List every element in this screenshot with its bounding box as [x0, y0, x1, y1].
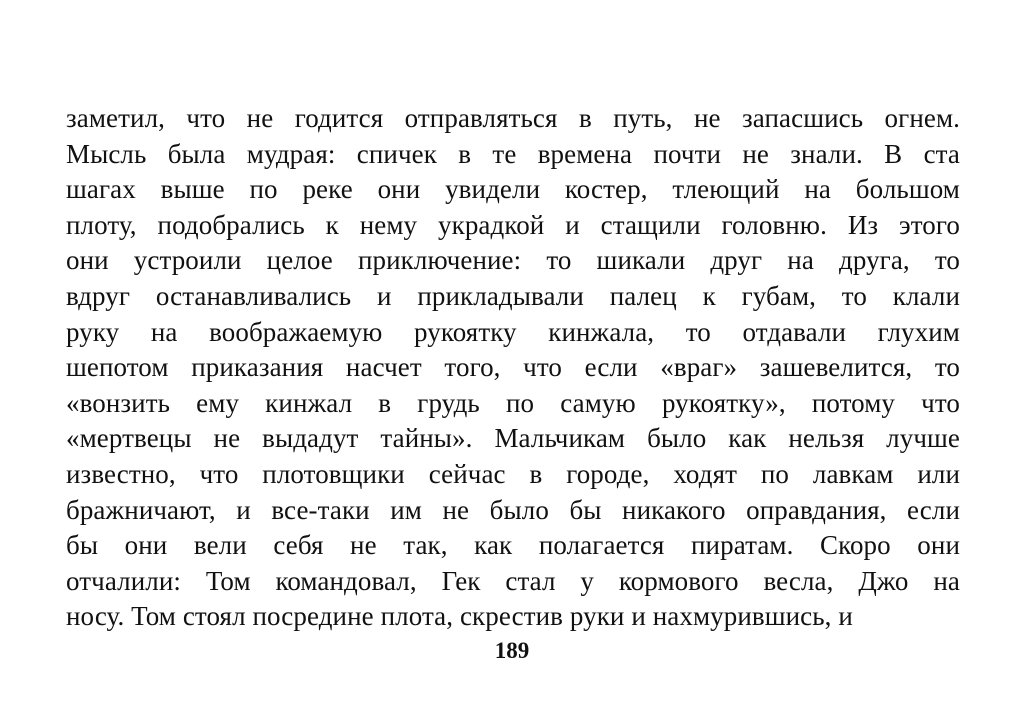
text-line: плоту, подобрались к нему украдкой и стащили головню. Из этого [66, 209, 960, 240]
text-line: «мертвецы не выдадут тайны». Мальчикам было как нельзя лучше [66, 423, 960, 454]
text-line: бы они вели себя не так, как полагается пиратам. Скоро они [66, 530, 960, 561]
text-line: носу. Том стоял посредине плота, скрестив руки и нахмурившись, и [66, 601, 853, 632]
text-line: заметил, что не годится отправляться в путь, не запасшись огнем. [66, 103, 960, 133]
page-number: 189 [494, 638, 530, 663]
text-line: отчалили: Том командовал, Гек стал у кормового весла, Джо на [66, 565, 960, 596]
body-text [66, 101, 960, 635]
text-line: известно, что плотовщики сейчас в городе, ходят по лавкам или [66, 458, 960, 489]
text-line: вдруг останавливались и прикладывали палец к губам, то клали [66, 280, 960, 311]
text-line: они устроили целое приключение: то шикали друг на друга, то [66, 245, 960, 276]
text-line: Мысль была мудрая: спичек в те времена почти не знали. В ста [66, 138, 960, 169]
text-line: шепотом приказания насчет того, что если «враг» зашевелится, то [66, 352, 960, 383]
text-line: бражничают, и все-таки им не было бы никакого оправдания, если [66, 494, 960, 525]
text-line: шагах выше по реке они увидели костер, тлеющий на большом [66, 174, 960, 205]
text-line: «вонзить ему кинжал в грудь по самую рукоятку», потому что [66, 387, 960, 418]
text-line: руку на воображаемую рукоятку кинжала, то отдавали глухим [66, 316, 960, 347]
